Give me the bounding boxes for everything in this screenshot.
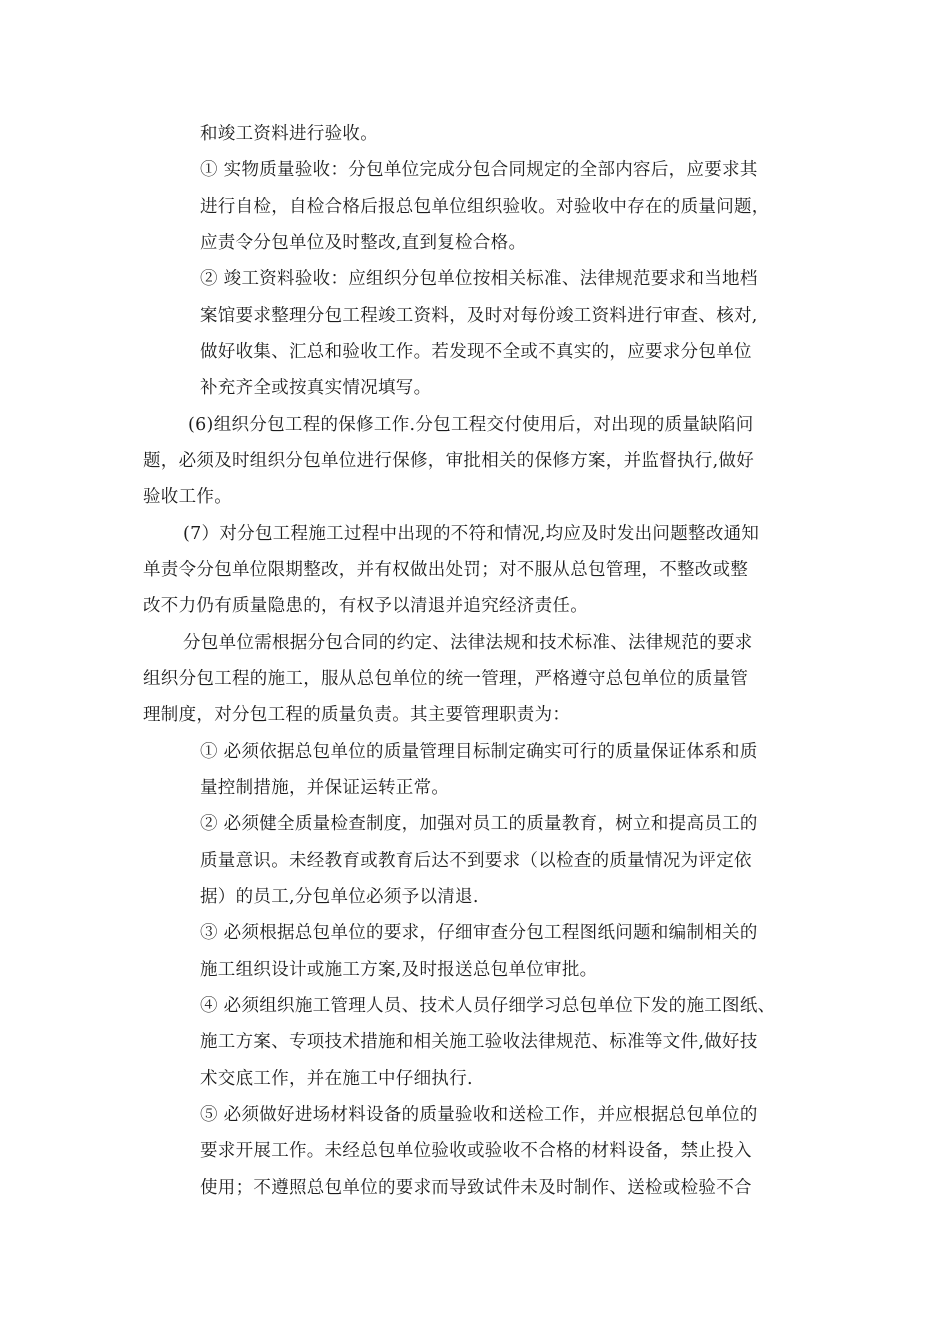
text-line: ① 实物质量验收：分包单位完成分包合同规定的全部内容后，应要求其 (200, 160, 758, 180)
text-line: ⑤ 必须做好进场材料设备的质量验收和送检工作，并应根据总包单位的 (200, 1105, 758, 1125)
text-line: 改不力仍有质量隐患的，有权予以清退并追究经济责任。 (143, 596, 588, 616)
text-line: 量控制措施，并保证运转正常。 (200, 778, 450, 798)
text-line: 分包单位需根据分包合同的约定、法律法规和技术标准、法律规范的要求 (183, 633, 753, 653)
text-line: 术交底工作，并在施工中仔细执行. (200, 1069, 473, 1089)
text-line: 使用；不遵照总包单位的要求而导致试件未及时制作、送检或检验不合 (200, 1178, 752, 1198)
text-line: 据）的员工,分包单位必须予以清退. (200, 887, 479, 907)
text-line: 施工组织设计或施工方案,及时报送总包单位审批。 (200, 960, 598, 980)
text-line: 进行自检，自检合格后报总包单位组织验收。对验收中存在的质量问题， (200, 197, 770, 217)
text-line: 和竣工资料进行验收。 (200, 124, 378, 144)
text-line: 题，必须及时组织分包单位进行保修，审批相关的保修方案，并监督执行,做好 (143, 451, 755, 471)
text-line: 验收工作。 (143, 487, 232, 507)
text-line: ④ 必须组织施工管理人员、技术人员仔细学习总包单位下发的施工图纸、 (200, 996, 776, 1016)
text-line: (6)组织分包工程的保修工作.分包工程交付使用后，对出现的质量缺陷问 (188, 415, 754, 435)
text-line: ① 必须依据总包单位的质量管理目标制定确实可行的质量保证体系和质 (200, 742, 758, 762)
text-line: 做好收集、汇总和验收工作。若发现不全或不真实的，应要求分包单位 (200, 342, 752, 362)
text-line: 组织分包工程的施工，服从总包单位的统一管理，严格遵守总包单位的质量管 (143, 669, 749, 689)
text-line: 应责令分包单位及时整改,直到复检合格。 (200, 233, 527, 253)
text-line: 补充齐全或按真实情况填写。 (200, 378, 432, 398)
text-line: 施工方案、专项技术措施和相关施工验收法律规范、标准等文件,做好技 (200, 1032, 758, 1052)
text-line: 理制度，对分包工程的质量负责。其主要管理职责为： (143, 705, 571, 725)
text-line: 案馆要求整理分包工程竣工资料，及时对每份竣工资料进行审查、核对, (200, 306, 758, 326)
text-line: ③ 必须根据总包单位的要求，仔细审查分包工程图纸问题和编制相关的 (200, 923, 758, 943)
text-line: 质量意识。未经教育或教育后达不到要求（以检查的质量情况为评定依 (200, 851, 752, 871)
text-line: ② 竣工资料验收：应组织分包单位按相关标准、法律规范要求和当地档 (200, 269, 758, 289)
text-line: 单责令分包单位限期整改，并有权做出处罚；对不服从总包管理，不整改或整 (143, 560, 749, 580)
text-line: 要求开展工作。未经总包单位验收或验收不合格的材料设备，禁止投入 (200, 1141, 752, 1161)
text-line: (7）对分包工程施工过程中出现的不符和情况,均应及时发出问题整改通知 (183, 524, 760, 544)
text-line: ② 必须健全质量检查制度，加强对员工的质量教育，树立和提高员工的 (200, 814, 758, 834)
